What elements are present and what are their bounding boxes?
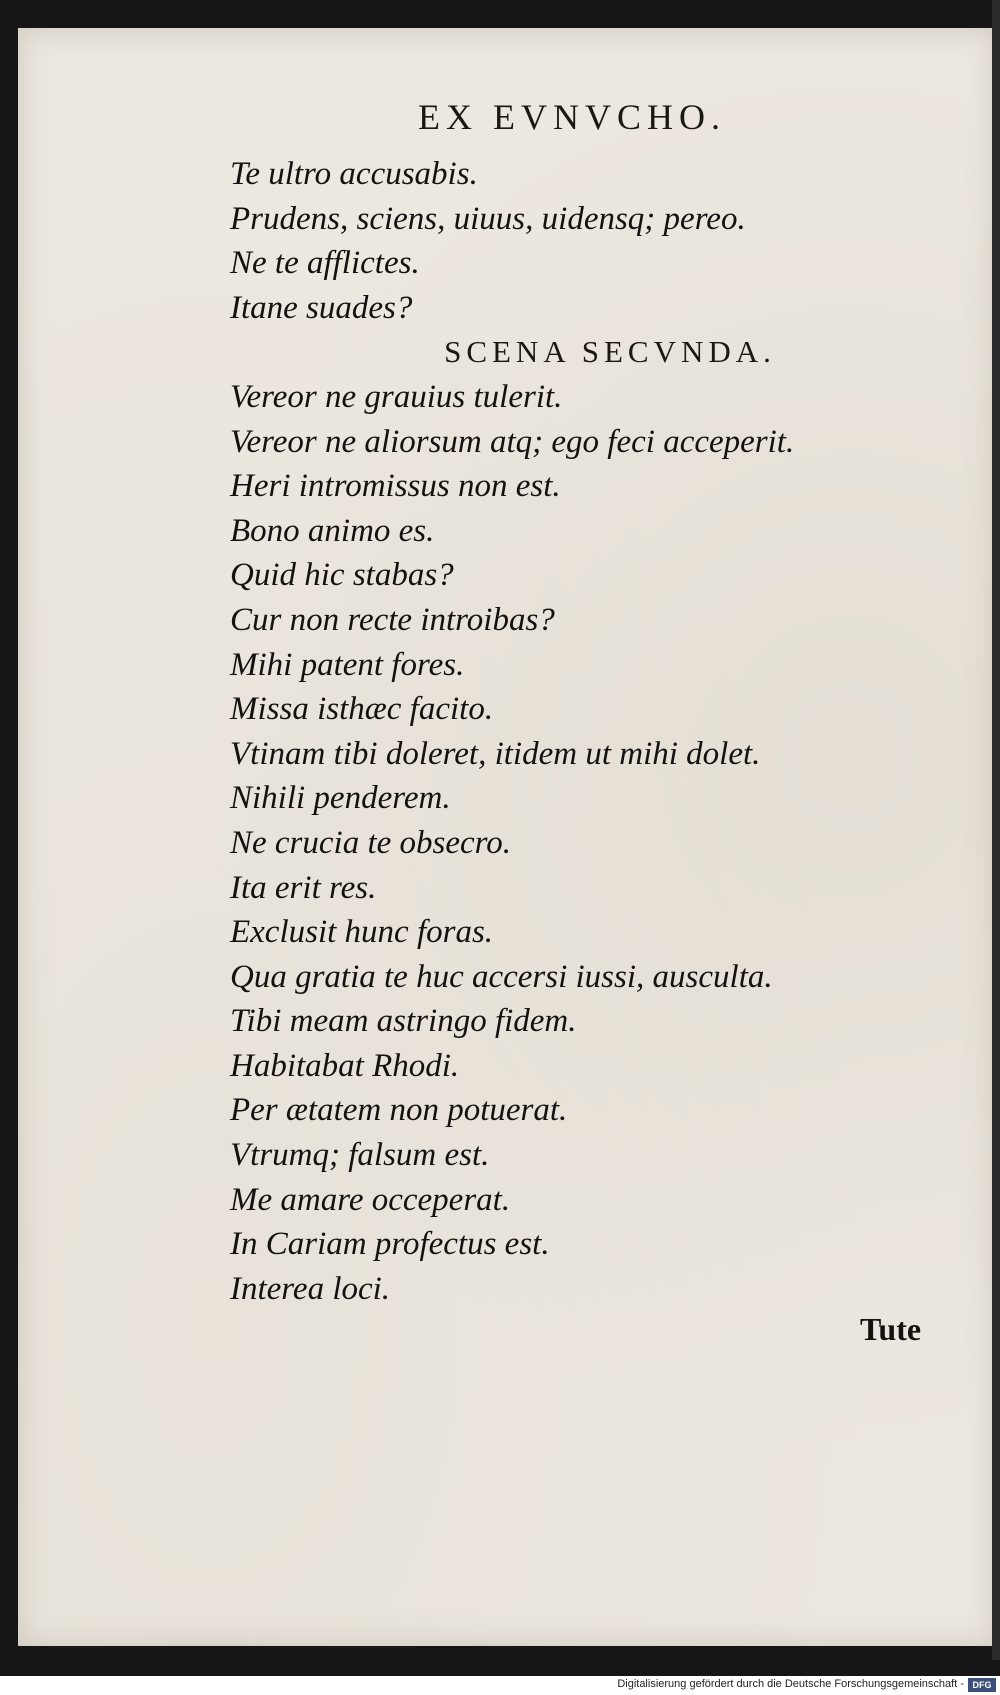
text-line: Vtrumq; falsum est. [230,1137,490,1174]
text-line: Qua gratia te huc accersi iussi, ausculta. [230,958,773,995]
text-line: Me amare occeperat. [230,1181,511,1218]
text-line: Tibi meam astringo fidem. [230,1003,577,1040]
running-head: EX EVNVCHO. [418,97,726,137]
text-line: In Cariam profectus est. [230,1226,550,1263]
text-line: Cur non recte introibas? [230,601,555,638]
text-line: Quid hic stabas? [230,557,454,594]
funding-credit: Digitalisierung gefördert durch die Deutsche Forschungsgemeinschaft - [617,1678,964,1690]
text-line: Vtinam tibi doleret, itidem ut mihi dolet. [230,735,761,772]
text-line: Vereor ne aliorsum atq; ego feci acceperit. [230,423,795,460]
text-line: Heri intromissus non est. [230,468,561,505]
text-line: Per ætatem non potuerat. [230,1092,568,1129]
text-line: Mihi patent fores. [230,646,465,683]
digitization-footer [0,1676,1000,1695]
dfg-logo-icon: DFG [968,1678,996,1692]
text-line: Exclusit hunc foras. [230,914,494,951]
text-block [230,152,950,1311]
text-line: Ita erit res. [230,869,377,906]
scene-heading: SCENA SECVNDA. [444,334,776,370]
text-line: Nihili penderem. [230,780,451,817]
text-line: Ne crucia te obsecro. [230,824,512,861]
text-line: Vereor ne grauius tulerit. [230,378,563,415]
page-edge [992,0,1000,1660]
text-line: Habitabat Rhodi. [230,1047,460,1084]
text-line: Itane suades? [230,289,413,326]
text-line: Bono animo es. [230,512,435,549]
text-line: Te ultro accusabis. [230,156,478,192]
text-line: Ne te afflictes. [230,245,420,282]
catchword: Tute [860,1311,922,1347]
text-line: Prudens, sciens, uiuus, uidensq; pereo. [230,200,746,237]
text-line: Interea loci. [230,1270,391,1307]
text-line: Missa isthæc facito. [230,691,494,728]
